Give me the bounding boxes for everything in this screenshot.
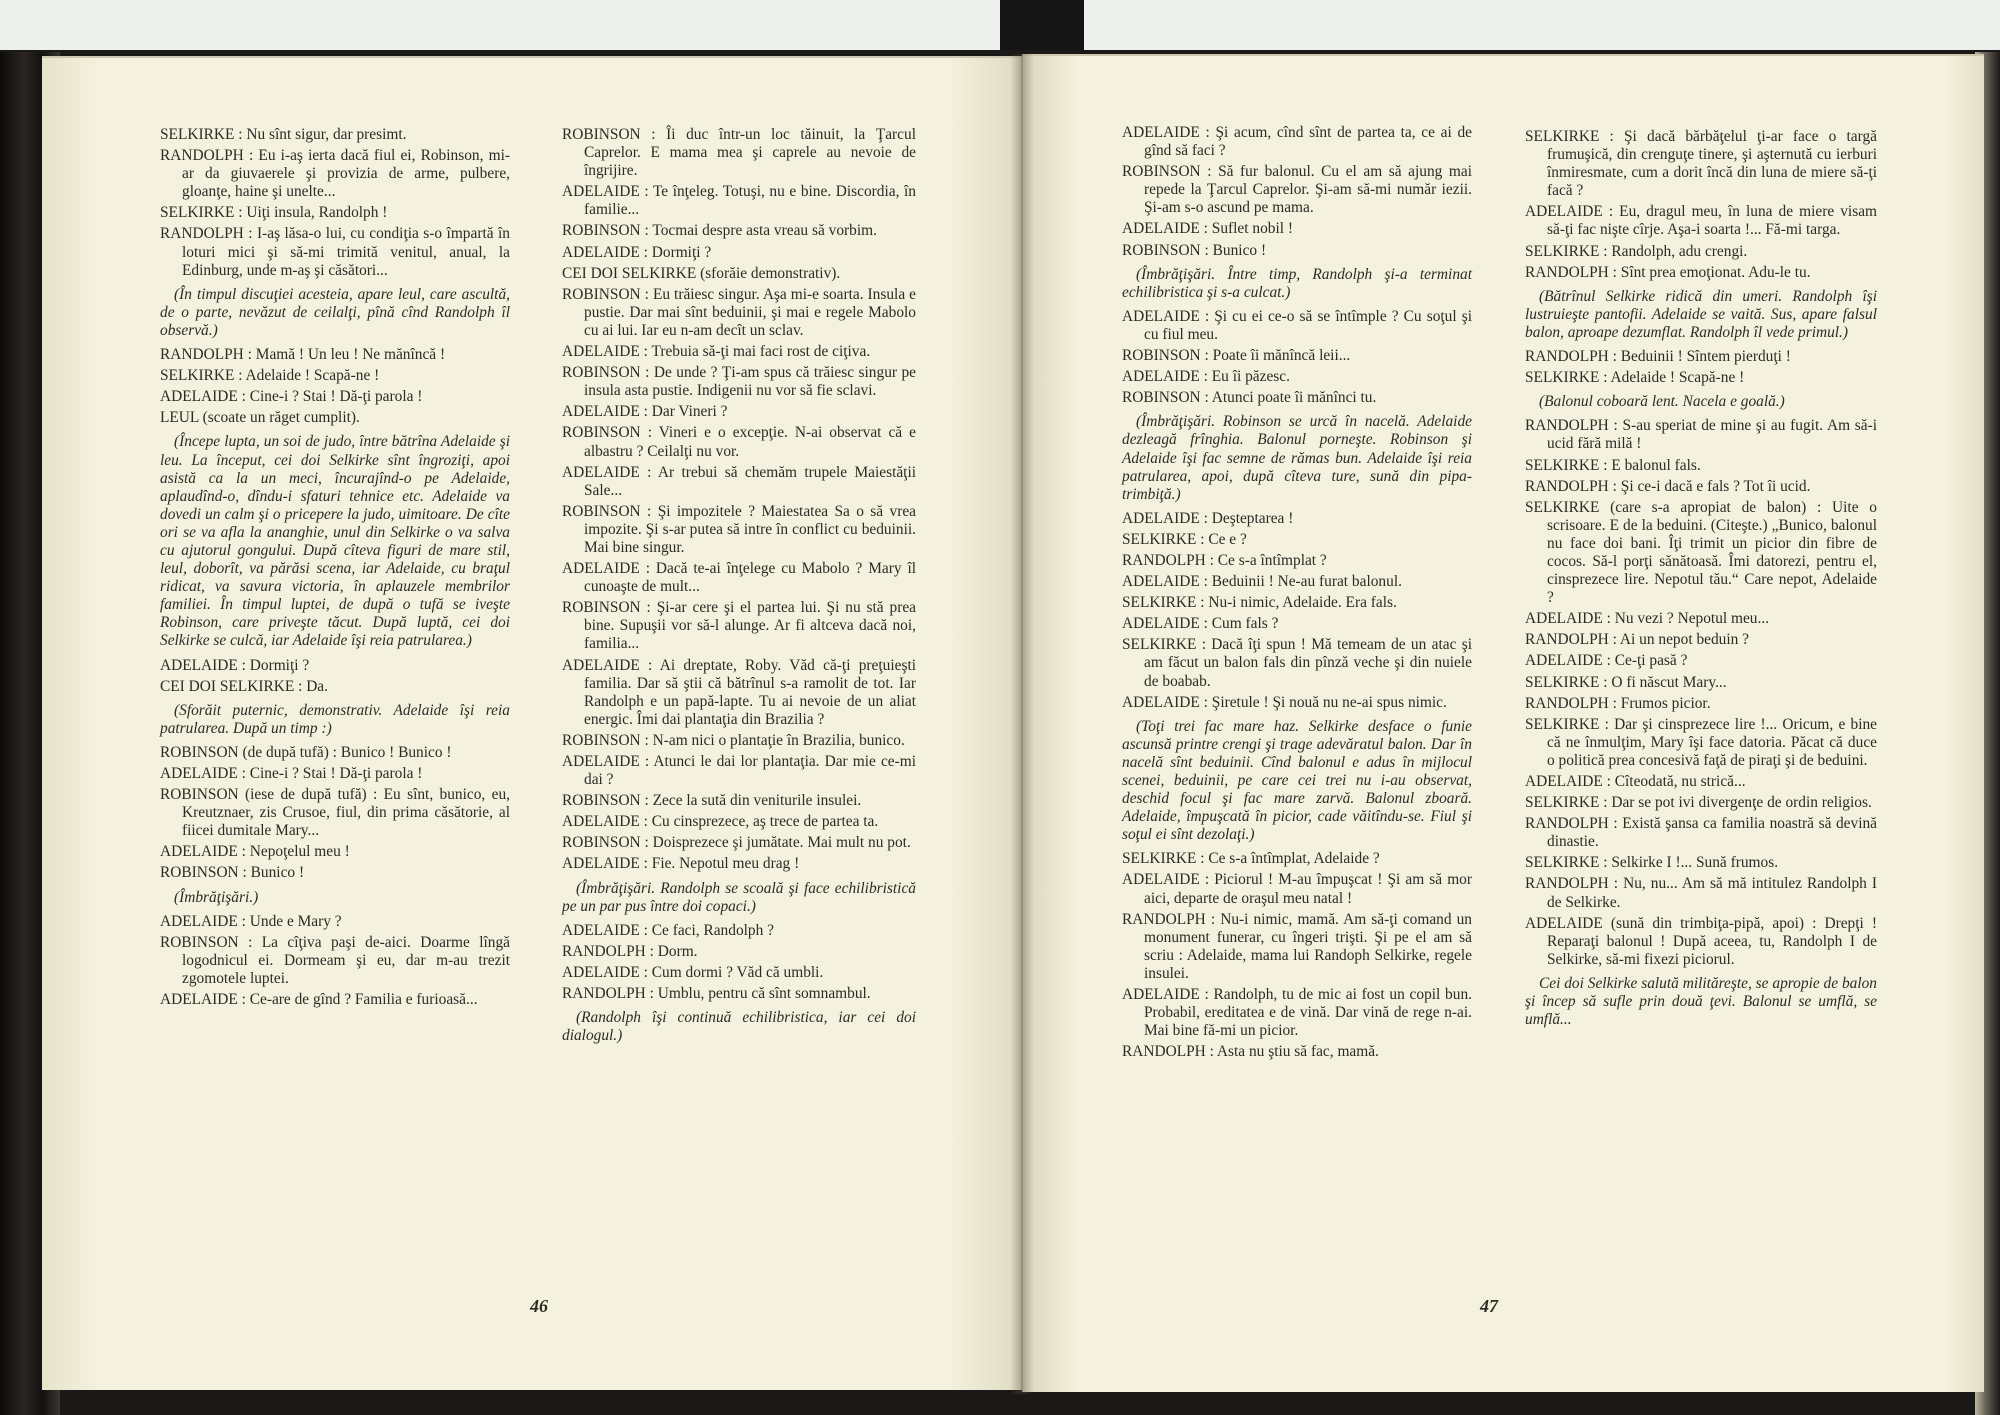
dialogue-line: ADELAIDE : Deşteptarea ! (1122, 509, 1294, 527)
dialogue-line: ADELAIDE : Dar Vineri ? (562, 403, 728, 421)
dialogue-line: RANDOLPH : S-au speriat de mine şi au fugit. Am să-i ucid fără milă ! (1525, 417, 1877, 453)
dialogue-line: RANDOLPH : Şi ce-i dacă e fals ? Tot îi ucid. (1525, 477, 1811, 495)
dialogue-line: ADELAIDE : Suflet nobil ! (1122, 220, 1293, 238)
dialogue-line: ROBINSON : Îi duc într-un loc tăinuit, la Ţarcul Caprelor. E mama mea şi caprele au nevoie de îngrijire. (562, 126, 916, 180)
dialogue-line: ADELAIDE : Dormiţi ? (562, 243, 712, 261)
dialogue-line: RANDOLPH : Frumos picior. (1525, 694, 1711, 712)
dialogue-line: RANDOLPH : I-aş lăsa-o lui, cu condiţia s-o împartă în loturi mici şi să-mi trimită venitul, anual, la Edinburg, unde m-aş şi căsători... (160, 225, 510, 279)
dialogue-line: ROBINSON : Atunci poate îi mănînci tu. (1122, 389, 1377, 407)
dialogue-line: ADELAIDE : Cu cinsprezece, aş trece de partea ta. (562, 813, 879, 831)
dialogue-line: RANDOLPH : Există şansa ca familia noastră să devină dinastie. (1525, 815, 1877, 851)
right-page-column-1 (1122, 124, 1472, 1064)
dialogue-line: RANDOLPH : Ai un nepot beduin ? (1525, 631, 1750, 649)
dialogue-line: ROBINSON : Să fur balonul. Cu el am să ajung mai repede la Ţarcul Caprelor. Şi-am să-mi număr iezii. Şi-am s-o ascund pe mama. (1122, 163, 1472, 217)
dialogue-line: ADELAIDE : Te înţeleg. Totuşi, nu e bine. Discordia, în familie... (562, 183, 916, 219)
dialogue-line: ROBINSON (iese de după tufă) : Eu sînt, bunico, eu, Kreutznaer, zis Crusoe, fiul, din prima căsătorie, al fiicei dumitale Mary... (160, 786, 510, 840)
stage-direction: (Îmbrăţişări. Robinson se urcă în nacelă. Adelaide dezleagă frînghia. Balonul porneşte. Robinson şi Adelaide îşi fac semne de rămas bun. Adelaide îşi reia patrularea, apoi, după cîteva ture, sună din pipa-trimbiţă.) (1122, 413, 1472, 503)
dialogue-line: SELKIRKE : Şi dacă bărbăţelul ţi-ar face o targă frumuşică, din crenguţe tinere, şi aşternută cu ierburi înmiresmate, cum a dorit încă din luna de miere să-ţi facă ? (1525, 128, 1877, 200)
dialogue-line: ROBINSON : Tocmai despre asta vreau să vorbim. (562, 222, 877, 240)
left-page-column-1 (160, 126, 510, 1012)
dialogue-line: SELKIRKE : Dar şi cinsprezece lire !... Oricum, e bine că ne înmulţim, Mary îşi face datoria. Păcat că duce o politică prea concesivă faţă de piraţi şi de beduini. (1525, 715, 1877, 769)
dialogue-line: ROBINSON : Şi-ar cere şi el partea lui. Şi nu stă prea bine. Supuşii vor să-l alunge. Ar fi altceva dacă noi, familia... (562, 599, 916, 653)
dialogue-line: ADELAIDE : Atunci le dai lor plantaţia. Dar mie ce-mi dai ? (562, 753, 916, 789)
dialogue-line: ADELAIDE : Cine-i ? Stai ! Dă-ţi parola ! (160, 388, 423, 406)
dialogue-line: ADELAIDE : Randolph, tu de mic ai fost un copil bun. Probabil, ereditatea e de vină. Dar vină de rege n-ai. Mai bine fă-mi un picior. (1122, 986, 1472, 1040)
dialogue-line: RANDOLPH : Umblu, pentru că sînt somnambul. (562, 985, 871, 1003)
dialogue-line: ADELAIDE : Nu vezi ? Nepotul meu... (1525, 610, 1770, 628)
stage-direction: (Îmbrăţişări. Randolph se scoală şi face echilibristică pe un par pus între doi copaci.) (562, 879, 916, 915)
dialogue-line: ADELAIDE : Cine-i ? Stai ! Dă-ţi parola ! (160, 765, 423, 782)
book-gutter (1010, 54, 1034, 1394)
stage-direction: (Balonul coboară lent. Nacela e goală.) (1539, 393, 1785, 411)
dialogue-line: CEI DOI SELKIRKE : Da. (160, 677, 328, 695)
right-page-column-2 (1525, 128, 1877, 1035)
dialogue-line: SELKIRKE : Nu-i nimic, Adelaide. Era fals. (1122, 594, 1397, 612)
dialogue-line: ADELAIDE : Fie. Nepotul meu drag ! (562, 855, 800, 873)
dialogue-line: ROBINSON : Eu trăiesc singur. Aşa mi-e soarta. Insula e pustie. Dar mai sînt beduinii, şi mai e regele Mabolo cu ai lui. Iar eu n-am decît un sclav. (562, 285, 916, 339)
dialogue-line: SELKIRKE : Dacă îţi spun ! Mă temeam de un atac şi am făcut un balon fals din pînză veche şi din nuiele de boabab. (1122, 636, 1472, 690)
dialogue-line: SELKIRKE : Uiţi insula, Randolph ! (160, 204, 388, 222)
dialogue-line: RANDOLPH : Dorm. (562, 942, 698, 960)
dialogue-line: SELKIRKE : Selkirke I !... Sună frumos. (1525, 854, 1779, 872)
stage-direction: (Începe lupta, un soi de judo, între bătrîna Adelaide şi leu. La început, cei doi Selkirke sînt îngroziţi, apoi asistă ca la un meci, încurajînd-o pe Adelaide, aplaudînd-o, dîndu-i sfaturi tehnice etc. Adelaide va dovedi un calm şi o pricepere la judo, uimitoare. De cîte ori se va afla la ananghie, unul din Selkirke o va salva cu ajutorul gongului. După cîteva figuri de mare stil, leul, doborît, va părăsi scena, iar Adelaide, cu braţul ridicat, va savura victoria, în aplauzele membrilor familiei. În timpul luptei, de după o tufă se iveşte Robinson, care priveşte tăcut. După luptă, cei doi Selkirke se culcă, iar Adelaide îşi reia patrularea.) (160, 433, 510, 650)
dialogue-line: ADELAIDE : Ce-ţi pasă ? (1525, 652, 1688, 670)
dialogue-line: SELKIRKE : Nu sînt sigur, dar presimt. (160, 126, 407, 143)
stage-direction: (Sforăit puternic, demonstrativ. Adelaide îşi reia patrularea. După un timp :) (160, 701, 510, 737)
dialogue-line: ROBINSON : Vineri e o excepţie. N-ai observat că e albastru ? Ceilalţi nu vor. (562, 424, 916, 460)
stage-direction: Cei doi Selkirke salută milităreşte, se apropie de balon şi încep să sufle prin două ţevi. Balonul se umflă, se umflă... (1525, 974, 1877, 1029)
dialogue-line: RANDOLPH : Beduinii ! Sîntem pierduţi ! (1525, 348, 1791, 366)
dialogue-line: ADELAIDE : Cum fals ? (1122, 615, 1279, 633)
left-page-column-2 (562, 126, 916, 1051)
dialogue-line: ADELAIDE : Unde e Mary ? (160, 912, 342, 930)
dialogue-line: ROBINSON : N-am nici o plantaţie în Brazilia, bunico. (562, 731, 905, 749)
stage-direction: (Îmbrăţişări.) (174, 888, 259, 906)
dialogue-line: ADELAIDE : Trebuia să-ţi mai faci rost de ciţiva. (562, 343, 871, 361)
dialogue-line: SELKIRKE : Adelaide ! Scapă-ne ! (160, 367, 380, 385)
dialogue-line: ROBINSON : Bunico ! (1122, 241, 1267, 259)
dialogue-line: ADELAIDE : Dacă te-ai înţelege cu Mabolo ? Mary îl cunoaşte de mult... (562, 560, 916, 596)
page-number-right: 47 (1480, 1296, 1498, 1316)
dialogue-line: ROBINSON : La cîţiva paşi de-aici. Doarme lîngă logodnicul ei. Dormeam şi eu, dar m-au trezit zgomotele luptei. (160, 933, 510, 987)
dialogue-line: ROBINSON : Poate îi mănîncă leii... (1122, 347, 1351, 365)
dialogue-line: ADELAIDE : Cum dormi ? Văd că umbli. (562, 963, 824, 981)
dialogue-line: CEI DOI SELKIRKE (sforăie demonstrativ). (562, 264, 841, 282)
dialogue-line: ROBINSON (de după tufă) : Bunico ! Bunico ! (160, 743, 452, 761)
dialogue-line: ADELAIDE (sună din trimbiţa-pipă, apoi) : Drepţi ! Reparaţi balonul ! După aceea, tu, Randolph I de Selkirke, să-mi fixezi piciorul. (1525, 914, 1877, 968)
dialogue-line: RANDOLPH : Nu, nu... Am să mă intitulez Randolph I de Selkirke. (1525, 875, 1877, 911)
dialogue-line: RANDOLPH : Sînt prea emoţionat. Adu-le tu. (1525, 263, 1811, 281)
dialogue-line: ADELAIDE : Nepoţelul meu ! (160, 843, 350, 861)
dialogue-line: ROBINSON : Doisprezece şi jumătate. Mai mult nu pot. (562, 834, 911, 852)
dialogue-line: LEUL (scoate un răget cumplit). (160, 409, 360, 427)
dialogue-line: SELKIRKE : O fi născut Mary... (1525, 673, 1727, 691)
dialogue-line: RANDOLPH : Eu i-aş ierta dacă fiul ei, Robinson, mi-ar da giuvaerele şi provizia de arme, pulbere, gloanţe, haine şi unelte... (160, 147, 510, 201)
stage-direction: (În timpul discuţiei acesteia, apare leul, care ascultă, de o parte, nevăzut de ceilalţi, pînă cînd Randolph îl observă.) (160, 285, 510, 339)
page-number-left: 46 (530, 1296, 548, 1316)
dialogue-line: ROBINSON : Bunico ! (160, 864, 305, 882)
dialogue-line: SELKIRKE : Ce e ? (1122, 530, 1247, 548)
dialogue-line: SELKIRKE : Adelaide ! Scapă-ne ! (1525, 369, 1745, 387)
dialogue-line: ADELAIDE : Eu, dragul meu, în luna de miere visam să-ţi fac nişte cîrje. Aşa-i soarta !... Fă-mi targa. (1525, 203, 1877, 239)
dialogue-line: ADELAIDE : Ce-are de gînd ? Familia e furioasă... (160, 991, 478, 1009)
dialogue-line: ADELAIDE : Şi acum, cînd sînt de partea ta, ce ai de gînd să faci ? (1122, 124, 1472, 160)
stage-direction: (Bătrînul Selkirke ridică din umeri. Randolph îşi lustruieşte pantofii. Adelaide se vaită. Sus, apare falsul balon, aproape dezumflat. Randolph îl vede primul.) (1525, 287, 1877, 341)
dialogue-line: ADELAIDE : Piciorul ! M-au împuşcat ! Şi am să mor aici, departe de oraşul meu natal ! (1122, 871, 1472, 907)
dialogue-line: ADELAIDE : Ce faci, Randolph ? (562, 921, 774, 939)
dialogue-line: SELKIRKE : Dar se pot ivi divergenţe de ordin religios. (1525, 794, 1872, 812)
dialogue-line: ROBINSON : De unde ? Ţi-am spus că trăiesc singur pe insula asta pustie. Indigenii nu vor să fie sclavi. (562, 364, 916, 400)
dialogue-line: ROBINSON : Şi impozitele ? Maiestatea Sa o să vrea impozite. Şi s-ar putea să intre în conflict cu beduinii. Mai bine singur. (562, 502, 916, 556)
stage-direction: (Îmbrăţişări. Între timp, Randolph şi-a terminat echilibristica şi s-a culcat.) (1122, 265, 1472, 301)
dialogue-line: SELKIRKE : Randolph, adu crengi. (1525, 242, 1748, 260)
dialogue-line: ADELAIDE : Ar trebui să chemăm trupele Maiestăţii Sale... (562, 463, 916, 499)
dialogue-line: ADELAIDE : Ai dreptate, Roby. Văd că-ţi preţuieşti familia. Dar să ştii că bătrînul s-a ramolit de tot. Iar Randolph e un papă-lapte. Tu ai nevoie de un aliat energic. Îmi dai plantaţia din Brazilia ? (562, 656, 916, 728)
stage-direction: (Toţi trei fac mare haz. Selkirke desface o funie ascunsă printre crengi şi trage adevăratul balon. Dar în nacelă sînt beduinii. Cînd balonul e adus în mijlocul scenei, beduinii, pe care cei trei nu i-au observat, deschid focul şi fac mare zarvă. Balonul zboară. Adelaide, împuşcată în picior, cade văitîndu-se. Fiul şi soţul ei sînt dezolaţi.) (1122, 717, 1472, 844)
dialogue-line: RANDOLPH : Ce s-a întîmplat ? (1122, 551, 1327, 569)
dialogue-line: ADELAIDE : Şiretule ! Şi nouă nu ne-ai spus nimic. (1122, 693, 1447, 711)
dialogue-line: ROBINSON : Zece la sută din veniturile insulei. (562, 792, 862, 810)
dialogue-line: ADELAIDE : Eu îi păzesc. (1122, 368, 1290, 386)
dialogue-line: ADELAIDE : Cîteodată, nu strică... (1525, 773, 1746, 790)
dialogue-line: RANDOLPH : Mamă ! Un leu ! Ne mănîncă ! (160, 346, 446, 364)
dialogue-line: SELKIRKE (care s-a apropiat de balon) : Uite o scrisoare. E de la beduini. (Citeşte.) „Bunico, balonul nu face doi bani. Îţi trimit un picior din fibre de cocos. Să-l porţi sănătoasă. Îmi datorezi, pentru el, cinsprezece lire. Nepotul tău.“ Care nepot, Adelaide ? (1525, 498, 1877, 607)
stage-direction: (Randolph îşi continuă echilibristica, iar cei doi dialogul.) (562, 1009, 916, 1045)
dialogue-line: ADELAIDE : Şi cu ei ce-o să se întîmple ? Cu soţul şi cu fiul meu. (1122, 307, 1472, 343)
dialogue-line: SELKIRKE : E balonul fals. (1525, 456, 1701, 474)
dialogue-line: ADELAIDE : Beduinii ! Ne-au furat balonul. (1122, 573, 1402, 591)
dialogue-line: SELKIRKE : Ce s-a întîmplat, Adelaide ? (1122, 850, 1380, 868)
dialogue-line: RANDOLPH : Nu-i nimic, mamă. Am să-ţi comand un monument funerar, cu îngeri trişti. Şi pe el am să scriu : Adelaide, mama lui Randoph Selkirke, regele insulei. (1122, 910, 1472, 982)
dialogue-line: ADELAIDE : Dormiţi ? (160, 656, 310, 674)
dialogue-line: RANDOLPH : Asta nu ştiu să fac, mamă. (1122, 1043, 1379, 1061)
